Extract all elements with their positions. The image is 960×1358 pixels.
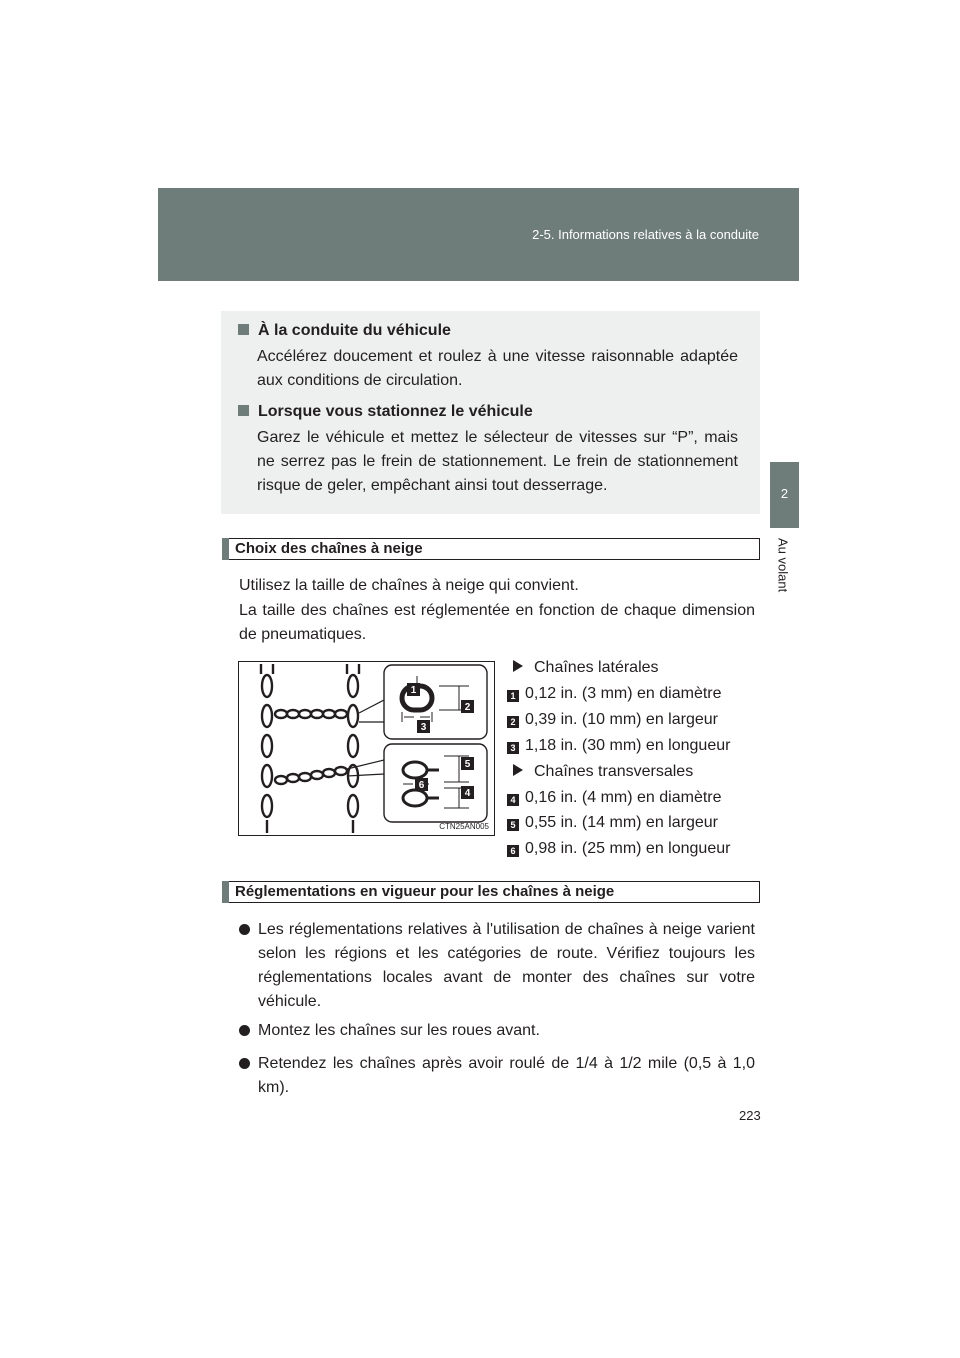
- spec-item: 6 0,98 in. (25 mm) en longueur: [507, 840, 730, 858]
- chapter-label-text: Au volant: [775, 538, 791, 593]
- section-heading-regulations: [222, 881, 760, 903]
- square-bullet-icon: [238, 324, 249, 335]
- paragraph-regulation: La taille des chaînes est réglementée en fonction de chaque dimension de pneumatiques.: [239, 602, 755, 643]
- bullet-dot-icon: [239, 1058, 250, 1069]
- svg-text:3: 3: [420, 722, 427, 733]
- chapter-label: [769, 538, 797, 618]
- svg-text:6: 6: [418, 780, 425, 791]
- number-badge-icon: 4: [507, 794, 519, 806]
- triangle-pointer-icon: [513, 764, 523, 776]
- number-badge-icon: 6: [507, 845, 519, 857]
- bullet-dot-icon: [239, 924, 250, 935]
- square-bullet-icon: [238, 405, 249, 416]
- number-badge-icon: 3: [507, 742, 519, 754]
- section-heading-chain-choice: [222, 538, 760, 560]
- number-badge-icon: 5: [507, 819, 519, 831]
- svg-text:1: 1: [410, 685, 417, 696]
- paragraph-size: Utilisez la taille de chaînes à neige qui convient.: [239, 577, 579, 594]
- cross-chain-heading: Chaînes transversales: [507, 763, 693, 781]
- spec-item: 1 0,12 in. (3 mm) en diamètre: [507, 685, 722, 703]
- bullet-dot-icon: [239, 1025, 250, 1036]
- note-text-parking: Garez le véhicule et mettez le sélecteur de vitesses sur “P”, mais ne serrez pas le frein de stationnement. Le frein de stationnement risque de geler, empêchant ainsi tout desserrage.: [257, 429, 738, 494]
- figure-code: CTN25AN005: [439, 822, 489, 831]
- triangle-pointer-icon: [513, 660, 523, 672]
- section-heading-text: Choix des chaînes à neige: [235, 540, 423, 557]
- info-note-box: [221, 311, 760, 514]
- section-header-bar: [158, 188, 799, 281]
- page-number: 223: [739, 1108, 761, 1123]
- note-heading-parking: Lorsque vous stationnez le véhicule: [238, 403, 533, 421]
- svg-text:5: 5: [464, 759, 471, 770]
- svg-text:2: 2: [464, 702, 471, 713]
- number-badge-icon: 2: [507, 716, 519, 728]
- heading-bar: [222, 538, 229, 560]
- bullet-item: Montez les chaînes sur les roues avant.: [239, 1019, 755, 1043]
- chapter-number: 2: [780, 486, 789, 501]
- svg-text:4: 4: [464, 788, 471, 799]
- snow-chain-diagram: [238, 661, 495, 836]
- lateral-chain-heading: Chaînes latérales: [507, 659, 659, 677]
- section-heading-text: Réglementations en vigueur pour les chaînes à neige: [235, 883, 615, 900]
- bullet-item: Les réglementations relatives à l'utilisation de chaînes à neige varient selon les régions et les catégories de route. Vérifiez toujours les réglementations locales avant de monter des chaînes sur votre véhicule.: [239, 918, 755, 1014]
- spec-item: 4 0,16 in. (4 mm) en diamètre: [507, 789, 722, 807]
- note-heading-driving: À la conduite du véhicule: [238, 322, 451, 340]
- number-badge-icon: 1: [507, 690, 519, 702]
- spec-item: 5 0,55 in. (14 mm) en largeur: [507, 814, 718, 832]
- chapter-tab: [770, 462, 799, 528]
- spec-item: 3 1,18 in. (30 mm) en longueur: [507, 737, 730, 755]
- heading-bar: [222, 881, 229, 903]
- section-title: 2-5. Informations relatives à la conduite: [532, 227, 759, 242]
- bullet-item: Retendez les chaînes après avoir roulé de 1/4 à 1/2 mile (0,5 à 1,0 km).: [239, 1052, 755, 1100]
- note-text-driving: Accélérez doucement et roulez à une vitesse raisonnable adaptée aux conditions de circulation.: [257, 348, 738, 389]
- spec-item: 2 0,39 in. (10 mm) en largeur: [507, 711, 718, 729]
- chain-illustration: [239, 662, 494, 835]
